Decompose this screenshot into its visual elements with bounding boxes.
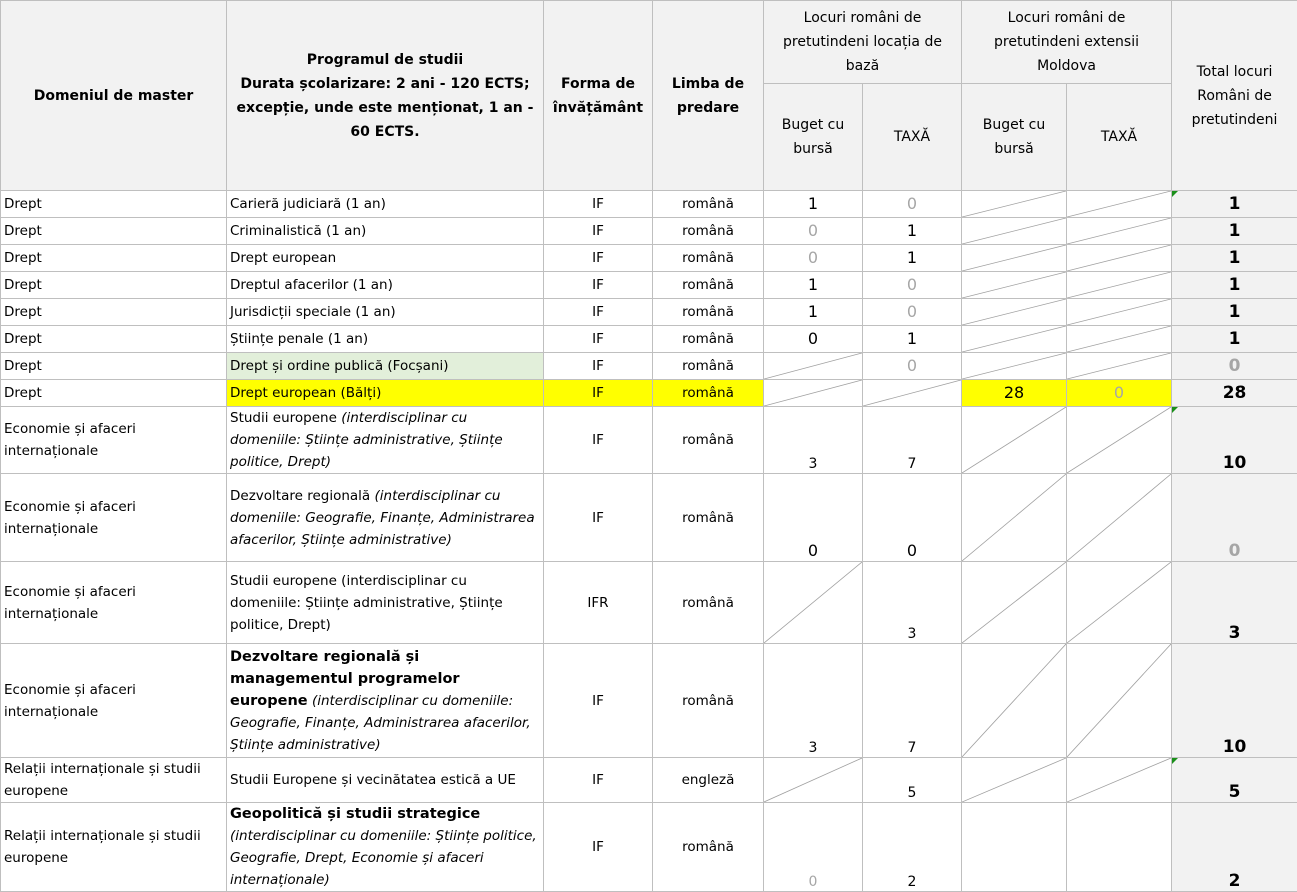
cell-taxa-base: 1 xyxy=(863,326,962,353)
cell-total: 1 xyxy=(1172,272,1297,299)
cell-language: română xyxy=(653,803,764,892)
cell-language: română xyxy=(653,474,764,562)
cell-buget-moldova xyxy=(962,191,1067,218)
cell-buget-base xyxy=(764,353,863,380)
cell-domain: Drept xyxy=(1,191,227,218)
cell-domain: Relații internaționale și studii europene xyxy=(1,803,227,892)
cell-buget-moldova xyxy=(962,353,1067,380)
header-language: Limba de predare xyxy=(653,1,764,191)
table-row xyxy=(1,326,1297,353)
cell-domain: Drept xyxy=(1,245,227,272)
cell-taxa-moldova xyxy=(1067,758,1172,803)
cell-form: IF xyxy=(544,474,653,562)
cell-domain: Drept xyxy=(1,299,227,326)
cell-total: 1 xyxy=(1172,245,1297,272)
table-row xyxy=(1,191,1297,218)
cell-buget-base: 1 xyxy=(764,272,863,299)
header-group-base: Locuri români de pretutindeni locația de bază xyxy=(764,1,962,84)
cell-taxa-base: 3 xyxy=(863,562,962,644)
cell-taxa-base: 2 xyxy=(863,803,962,892)
cell-program: Drept european xyxy=(227,245,544,272)
cell-taxa-base: 1 xyxy=(863,245,962,272)
table-row xyxy=(1,380,1297,407)
cell-language: română xyxy=(653,245,764,272)
header-domain: Domeniul de master xyxy=(1,1,227,191)
cell-buget-moldova xyxy=(962,326,1067,353)
comment-marker-icon xyxy=(1172,191,1178,197)
cell-language: română xyxy=(653,272,764,299)
cell-buget-moldova xyxy=(962,644,1067,758)
cell-program xyxy=(227,407,544,474)
diagonal-strike xyxy=(962,758,1066,802)
header-group-moldova: Locuri români de pretutindeni extensii Moldova xyxy=(962,1,1172,84)
table-row xyxy=(1,218,1297,245)
cell-form: IF xyxy=(544,380,653,407)
cell-form: IF xyxy=(544,326,653,353)
diagonal-strike xyxy=(1067,562,1171,643)
cell-form: IF xyxy=(544,272,653,299)
diagonal-strike xyxy=(1067,644,1171,757)
diagonal-strike xyxy=(1067,218,1171,244)
header-taxa-moldova: TAXĂ xyxy=(1067,84,1172,191)
cell-buget-moldova xyxy=(962,299,1067,326)
cell-taxa-base: 0 xyxy=(863,474,962,562)
cell-buget-base xyxy=(764,562,863,644)
diagonal-strike xyxy=(962,644,1066,757)
cell-total: 10 xyxy=(1172,644,1297,758)
cell-language: română xyxy=(653,644,764,758)
diagonal-strike xyxy=(1067,474,1171,561)
cell-total: 3 xyxy=(1172,562,1297,644)
cell-buget-base xyxy=(764,380,863,407)
cell-total: 1 xyxy=(1172,191,1297,218)
cell-domain: Economie și afaceri internaționale xyxy=(1,562,227,644)
table-row xyxy=(1,644,1297,758)
cell-buget-moldova xyxy=(962,272,1067,299)
header-total: Total locuri Români de pretutindeni xyxy=(1172,1,1297,191)
cell-program: Științe penale (1 an) xyxy=(227,326,544,353)
diagonal-strike xyxy=(1067,407,1171,473)
cell-taxa-moldova xyxy=(1067,191,1172,218)
table-row xyxy=(1,245,1297,272)
cell-domain: Economie și afaceri internaționale xyxy=(1,644,227,758)
cell-program: Dreptul afacerilor (1 an) xyxy=(227,272,544,299)
cell-domain: Relații internaționale și studii europene xyxy=(1,758,227,803)
cell-program: Studii europene (interdisciplinar cu domeniile: Științe administrative, Științe politice, Drept) xyxy=(227,562,544,644)
header-program: Programul de studii Durata școlarizare: 2 ani - 120 ECTS; excepție, unde este menționat, 1 an - 60 ECTS. xyxy=(227,1,544,191)
cell-form: IF xyxy=(544,407,653,474)
table-row xyxy=(1,474,1297,562)
table-row xyxy=(1,562,1297,644)
cell-domain: Drept xyxy=(1,326,227,353)
cell-program xyxy=(227,644,544,758)
cell-form: IF xyxy=(544,758,653,803)
cell-form: IF xyxy=(544,245,653,272)
cell-taxa-moldova xyxy=(1067,407,1172,474)
cell-program: Carieră judiciară (1 an) xyxy=(227,191,544,218)
cell-buget-base: 0 xyxy=(764,803,863,892)
diagonal-strike xyxy=(1067,758,1171,802)
cell-total: 1 xyxy=(1172,218,1297,245)
comment-marker-icon xyxy=(1172,407,1178,413)
cell-language: română xyxy=(653,353,764,380)
diagonal-strike xyxy=(863,380,961,406)
cell-buget-base: 0 xyxy=(764,245,863,272)
cell-language: română xyxy=(653,380,764,407)
cell-taxa-moldova xyxy=(1067,803,1172,892)
table-row xyxy=(1,353,1297,380)
cell-taxa-moldova xyxy=(1067,245,1172,272)
cell-language: română xyxy=(653,299,764,326)
cell-taxa-moldova xyxy=(1067,353,1172,380)
diagonal-strike xyxy=(764,758,862,802)
cell-taxa-moldova: 0 xyxy=(1067,380,1172,407)
cell-program: Drept și ordine publică (Focșani) xyxy=(227,353,544,380)
diagonal-strike xyxy=(1067,272,1171,298)
cell-buget-moldova xyxy=(962,218,1067,245)
header-taxa-base: TAXĂ xyxy=(863,84,962,191)
cell-language: română xyxy=(653,407,764,474)
cell-taxa-moldova xyxy=(1067,474,1172,562)
diagonal-strike xyxy=(962,299,1066,325)
cell-form: IF xyxy=(544,191,653,218)
diagonal-strike xyxy=(962,326,1066,352)
table-row xyxy=(1,299,1297,326)
cell-form: IF xyxy=(544,644,653,758)
cell-taxa-base: 7 xyxy=(863,407,962,474)
cell-program xyxy=(227,474,544,562)
cell-buget-base: 0 xyxy=(764,326,863,353)
cell-taxa-moldova xyxy=(1067,299,1172,326)
cell-buget-moldova xyxy=(962,562,1067,644)
cell-language: română xyxy=(653,326,764,353)
cell-domain: Drept xyxy=(1,380,227,407)
program-note: (interdisciplinar cu domeniile: Științe administrative, Științe politice, Drept) xyxy=(230,410,503,470)
cell-buget-base xyxy=(764,758,863,803)
cell-buget-base: 3 xyxy=(764,407,863,474)
cell-total: 1 xyxy=(1172,299,1297,326)
table-row xyxy=(1,407,1297,474)
cell-form: IF xyxy=(544,353,653,380)
cell-language: engleză xyxy=(653,758,764,803)
cell-form: IFR xyxy=(544,562,653,644)
diagonal-strike xyxy=(962,272,1066,298)
cell-form: IF xyxy=(544,218,653,245)
cell-domain: Drept xyxy=(1,218,227,245)
comment-marker-icon xyxy=(1172,758,1178,764)
cell-taxa-moldova xyxy=(1067,644,1172,758)
cell-buget-moldova xyxy=(962,474,1067,562)
diagonal-strike xyxy=(1067,191,1171,217)
cell-taxa-moldova xyxy=(1067,562,1172,644)
cell-program xyxy=(227,803,544,892)
diagonal-strike xyxy=(1067,299,1171,325)
header-buget-base: Buget cu bursă xyxy=(764,84,863,191)
diagonal-strike xyxy=(962,191,1066,217)
diagonal-strike xyxy=(1067,245,1171,271)
cell-total: 10 xyxy=(1172,407,1297,474)
diagonal-strike xyxy=(962,218,1066,244)
cell-language: română xyxy=(653,191,764,218)
diagonal-strike xyxy=(962,474,1066,561)
diagonal-strike xyxy=(1067,353,1171,379)
cell-taxa-base: 0 xyxy=(863,353,962,380)
cell-domain: Economie și afaceri internaționale xyxy=(1,474,227,562)
header-form: Forma de învățământ xyxy=(544,1,653,191)
program-note: (interdisciplinar cu domeniile: Geografie, Finanțe, Administrarea afacerilor, Științe administrative) xyxy=(230,487,535,548)
cell-domain: Economie și afaceri internaționale xyxy=(1,407,227,474)
diagonal-strike xyxy=(962,562,1066,643)
cell-total: 5 xyxy=(1172,758,1297,803)
cell-buget-base: 0 xyxy=(764,474,863,562)
cell-taxa-moldova xyxy=(1067,326,1172,353)
cell-domain: Drept xyxy=(1,272,227,299)
program-title: Geopolitică și studii strategice xyxy=(230,806,481,822)
cell-total: 0 xyxy=(1172,474,1297,562)
cell-taxa-base: 1 xyxy=(863,218,962,245)
cell-buget-base: 0 xyxy=(764,218,863,245)
cell-buget-base: 3 xyxy=(764,644,863,758)
cell-total: 28 xyxy=(1172,380,1297,407)
diagonal-strike xyxy=(764,353,862,379)
cell-program: Criminalistică (1 an) xyxy=(227,218,544,245)
cell-form: IF xyxy=(544,803,653,892)
cell-taxa-moldova xyxy=(1067,272,1172,299)
cell-buget-moldova xyxy=(962,245,1067,272)
diagonal-strike xyxy=(764,380,862,406)
cell-buget-base: 1 xyxy=(764,191,863,218)
cell-language: română xyxy=(653,218,764,245)
program-title: Dezvoltare regională și managementul programelor europene xyxy=(230,648,460,709)
cell-taxa-base xyxy=(863,380,962,407)
diagonal-strike xyxy=(1067,326,1171,352)
program-title: Dezvoltare regională xyxy=(230,487,371,504)
cell-taxa-base: 5 xyxy=(863,758,962,803)
diagonal-strike xyxy=(962,407,1066,473)
cell-form: IF xyxy=(544,299,653,326)
diagonal-strike xyxy=(962,353,1066,379)
cell-buget-base: 1 xyxy=(764,299,863,326)
table-row xyxy=(1,272,1297,299)
program-title: Studii europene xyxy=(230,410,337,426)
cell-taxa-base: 0 xyxy=(863,299,962,326)
cell-taxa-base: 0 xyxy=(863,191,962,218)
table-row xyxy=(1,758,1297,803)
cell-buget-moldova: 28 xyxy=(962,380,1067,407)
cell-buget-moldova xyxy=(962,803,1067,892)
cell-taxa-base: 7 xyxy=(863,644,962,758)
header-buget-moldova: Buget cu bursă xyxy=(962,84,1067,191)
program-note: (interdisciplinar cu domeniile: Geografie, Finanțe, Administrarea afacerilor, Științe administrative) xyxy=(230,692,531,753)
cell-program: Drept european (Bălți) xyxy=(227,380,544,407)
cell-taxa-moldova xyxy=(1067,218,1172,245)
diagonal-strike xyxy=(764,562,862,643)
cell-program: Jurisdicții speciale (1 an) xyxy=(227,299,544,326)
cell-total: 2 xyxy=(1172,803,1297,892)
cell-language: română xyxy=(653,562,764,644)
cell-buget-moldova xyxy=(962,758,1067,803)
cell-taxa-base: 0 xyxy=(863,272,962,299)
cell-buget-moldova xyxy=(962,407,1067,474)
cell-domain: Drept xyxy=(1,353,227,380)
diagonal-strike xyxy=(962,245,1066,271)
table-row xyxy=(1,803,1297,892)
cell-program: Studii Europene și vecinătatea estică a UE xyxy=(227,758,544,803)
program-note: (interdisciplinar cu domeniile: Științe politice, Geografie, Drept, Economie și afaceri internaționale) xyxy=(230,828,537,888)
cell-total: 0 xyxy=(1172,353,1297,380)
cell-total: 1 xyxy=(1172,326,1297,353)
